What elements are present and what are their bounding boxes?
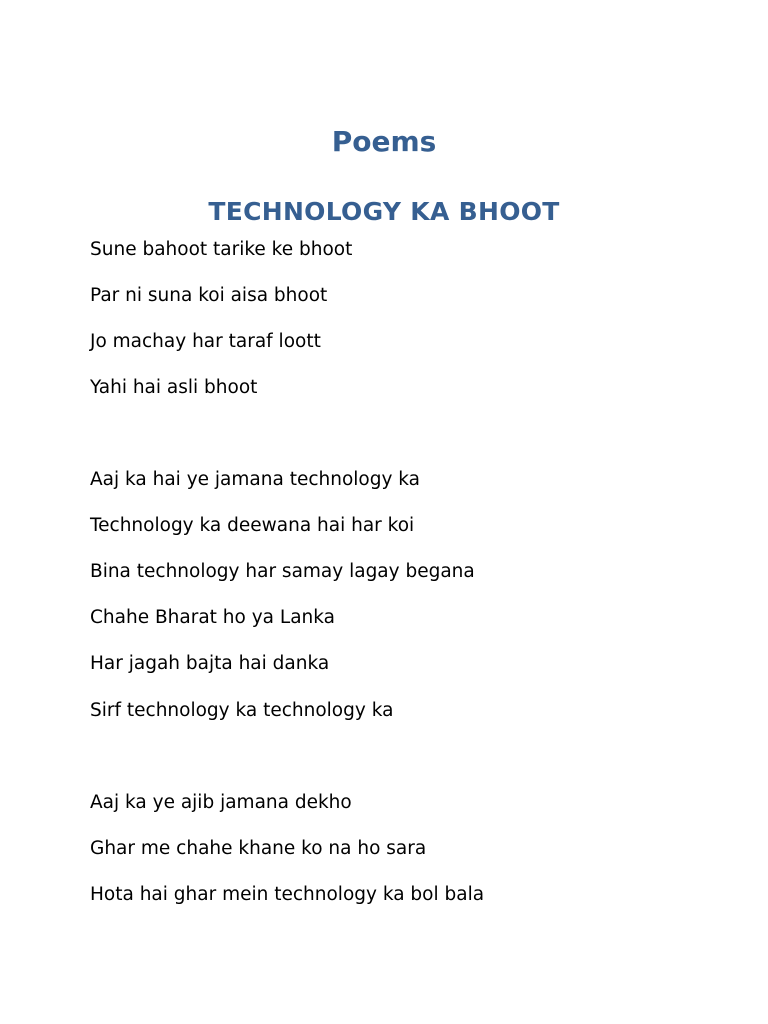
- poem-line: Chahe Bharat ho ya Lanka: [90, 607, 335, 628]
- poem-line: Bina technology har samay lagay begana: [90, 561, 475, 582]
- page-heading: Poems: [331, 125, 437, 158]
- poem-title: TECHNOLOGY KA BHOOT: [208, 197, 560, 226]
- poem-line: Har jagah bajta hai danka: [90, 653, 330, 674]
- poem-line: Par ni suna koi aisa bhoot: [90, 285, 328, 306]
- poem-line: Sune bahoot tarike ke bhoot: [90, 239, 353, 260]
- poem-line: Aaj ka hai ye jamana technology ka: [90, 469, 421, 490]
- poem-line: Ghar me chahe khane ko na ho sara: [90, 838, 427, 859]
- poem-line: Sirf technology ka technology ka: [90, 700, 394, 721]
- poem-line: Aaj ka ye ajib jamana dekho: [90, 792, 352, 813]
- poem-line: Technology ka deewana hai har koi: [90, 515, 415, 536]
- poem-line: Yahi hai asli bhoot: [90, 377, 258, 398]
- poem-line: Hota hai ghar mein technology ka bol bala: [90, 884, 485, 905]
- poem-line: Jo machay har taraf loott: [90, 331, 321, 352]
